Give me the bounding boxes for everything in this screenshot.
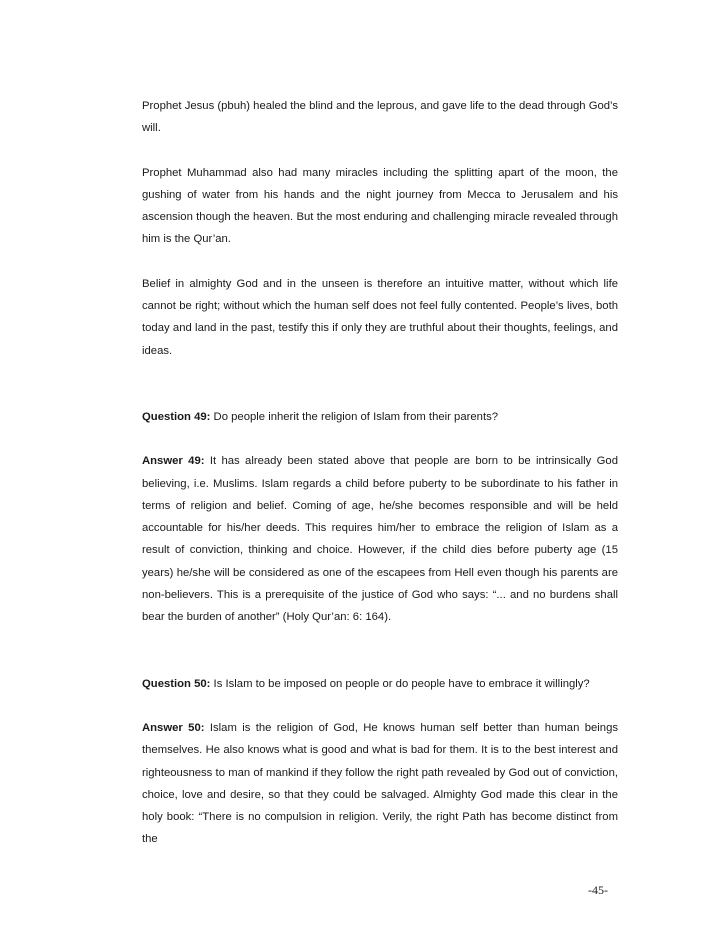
paragraph-belief-in-god: Belief in almighty God and in the unseen is therefore an intuitive matter, without which life cannot be right; without which the human self does not feel fully contented. People’s lives, both today and land in the past, testify this if only they are truthful about their thoughts, feelings, and ideas. — [142, 277, 618, 357]
answer-50-label: Answer 50: — [142, 721, 205, 734]
answer-50 — [142, 717, 618, 851]
page-body — [142, 95, 618, 851]
question-50-text: Is Islam to be imposed on people or do people have to embrace it willingly? — [210, 677, 590, 690]
answer-49-label: Answer 49: — [142, 455, 205, 468]
question-49-label: Question 49: — [142, 410, 211, 423]
question-50 — [142, 673, 618, 695]
answer-50-text: Islam is the religion of God, He knows human self better than human beings themselves. He also knows what is good and what is bad for them. It is to the best interest and righteousness to man of mankind if they follow the right path revealed by God out of conviction, choice, love and desire, so that they could be salvaged. Almighty God made this clear in the holy book: “There is no compulsion in religion. Verily, the right Path has become distinct from the — [142, 721, 618, 846]
answer-49 — [142, 450, 618, 628]
question-50-label: Question 50: — [142, 677, 211, 690]
question-49-text: Do people inherit the religion of Islam from their parents? — [210, 410, 499, 423]
page-number: -45- — [588, 883, 608, 897]
answer-49-text: It has already been stated above that people are born to be intrinsically God believing, i.e. Muslims. Islam regards a child before puberty to be subordinate to his father in terms of religion and belief. Coming of age, he/she becomes responsible and will be held accountable for his/her deeds. This requires him/her to embrace the religion of Islam as a result of conviction, thinking and choice. However, if the child dies before puberty age (15 years) he/she will be considered as one of the escapees from Hell even though his parents are non-believers. This is a prerequisite of the justice of God who says: “... and no burdens shall bear the burden of another” (Holy Qur’an: 6: 164). — [142, 455, 618, 624]
paragraph-muhammad-miracles: Prophet Muhammad also had many miracles including the splitting apart of the moon, the gushing of water from his hands and the night journey from Mecca to Jerusalem and his ascension though the heaven. But the most enduring and challenging miracle revealed through him is the Qur’an. — [142, 166, 618, 246]
paragraph-jesus-miracles: Prophet Jesus (pbuh) healed the blind and the leprous, and gave life to the dead through God’s will. — [142, 100, 618, 135]
question-49 — [142, 406, 618, 428]
